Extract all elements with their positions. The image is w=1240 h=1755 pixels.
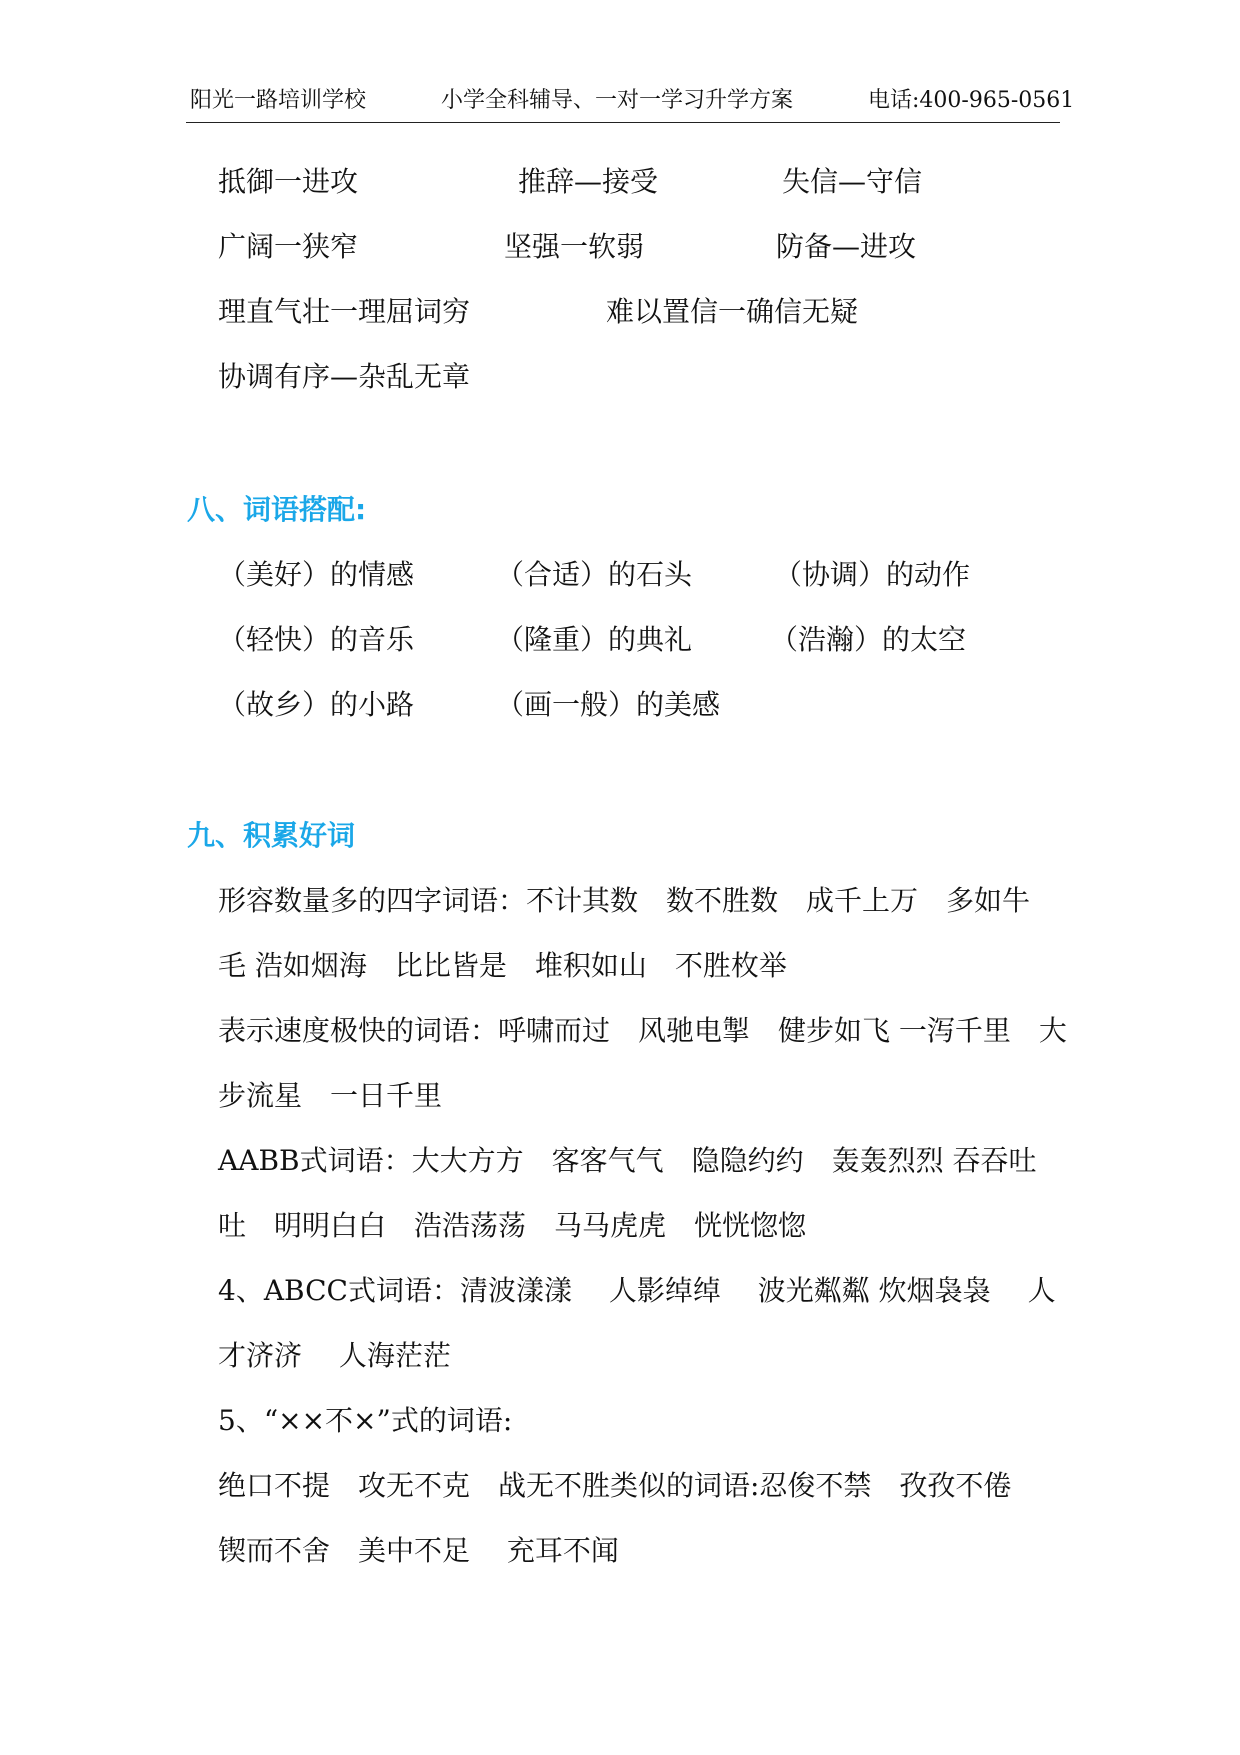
text-line: 绝口不提 攻无不克 战无不胜类似的词语:忍俊不禁 孜孜不倦: [218, 1469, 1012, 1502]
text-line: 步流星 一日千里: [218, 1079, 443, 1112]
antonym-pair: 抵御一进攻: [218, 165, 359, 198]
text-line: 毛 浩如烟海 比比皆是 堆积如山 不胜枚举: [218, 949, 787, 982]
header-slogan: 小学全科辅导、一对一学习升学方案: [441, 88, 794, 113]
collocation-item: （故乡）的小路: [218, 688, 415, 721]
section-8-title: 八、词语搭配:: [187, 493, 367, 526]
antonym-pair: 防备—进攻: [776, 230, 917, 263]
antonym-pair: 理直气壮一理屈词穷: [218, 295, 471, 328]
antonym-pair: 坚强一软弱: [504, 230, 645, 263]
collocation-item: （画一般）的美感: [496, 688, 721, 721]
text-line: 才济济 人海茫茫: [218, 1339, 451, 1372]
text-line: 吐 明明白白 浩浩荡荡 马马虎虎 恍恍惚惚: [218, 1209, 807, 1242]
text-line: 表示速度极快的词语：呼啸而过 风驰电掣 健步如飞 一泻千里 大: [218, 1014, 1067, 1047]
collocation-item: （浩瀚）的太空: [770, 623, 967, 656]
antonym-pair: 失信—守信: [782, 165, 923, 198]
text-line: 锲而不舍 美中不足 充耳不闻: [218, 1534, 619, 1567]
text-line: 5、“××不×”式的词语:: [218, 1404, 513, 1437]
text-line: 4、ABCC式词语：清波漾漾 人影绰绰 波光粼粼 炊烟袅袅 人: [218, 1274, 1056, 1307]
collocation-item: （隆重）的典礼: [496, 623, 693, 656]
collocation-item: （美好）的情感: [218, 558, 415, 591]
section-9-title: 九、积累好词: [187, 819, 356, 852]
collocation-item: （合适）的石头: [496, 558, 693, 591]
antonym-pair: 协调有序—杂乱无章: [218, 360, 471, 393]
collocation-item: （协调）的动作: [774, 558, 971, 591]
antonym-pair: 推辞—接受: [518, 165, 659, 198]
collocation-item: （轻快）的音乐: [218, 623, 415, 656]
text-line: 形容数量多的四字词语：不计其数 数不胜数 成千上万 多如牛: [218, 884, 1031, 917]
header-phone: 电话:400-965-0561: [868, 88, 1075, 113]
header-school: 阳光一路培训学校: [190, 88, 367, 113]
antonym-pair: 难以置信一确信无疑: [606, 295, 859, 328]
text-line: AABB式词语：大大方方 客客气气 隐隐约约 轰轰烈烈 吞吞吐: [218, 1144, 1037, 1177]
page-header: [186, 86, 1075, 123]
antonym-pair: 广阔一狭窄: [218, 230, 359, 263]
